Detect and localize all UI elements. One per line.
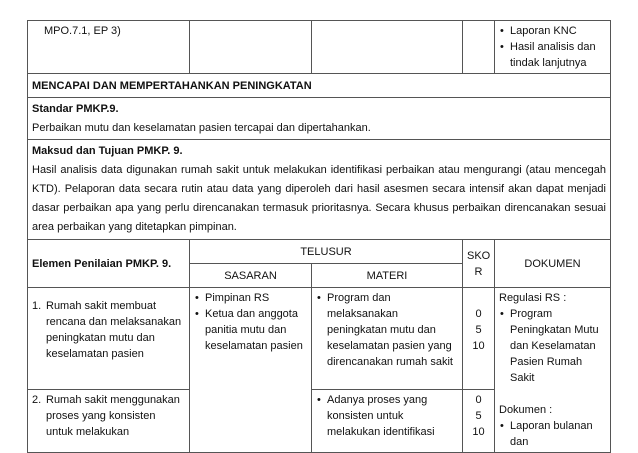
top-empty-cell xyxy=(190,21,312,74)
header-sasaran: SASARAN xyxy=(190,264,312,288)
top-row xyxy=(28,21,611,74)
header-elemen: Elemen Penilaian PMKP. 9. xyxy=(28,240,190,288)
document-page xyxy=(27,20,610,453)
sasaran-item: • Pimpinan RS xyxy=(194,290,307,306)
regulasi-label: Regulasi RS : xyxy=(499,292,567,304)
materi-item: • Adanya proses yang konsisten untuk melakukan identifikasi xyxy=(316,392,458,440)
top-doc-item: • Laporan KNC xyxy=(499,23,606,39)
sasaran-item: • Ketua dan anggota panitia mutu dan keselamatan pasien xyxy=(194,306,307,354)
elemen-text: Rumah sakit menggunakan proses yang konsisten untuk melakukan xyxy=(46,393,180,438)
skor-value: 5 xyxy=(475,324,482,336)
skor-value: 10 xyxy=(472,425,485,438)
header-telusur: TELUSUR xyxy=(190,240,463,264)
sasaran-cell xyxy=(190,288,312,453)
top-docs-cell xyxy=(495,21,611,74)
standard-text: Perbaikan mutu dan keselamatan pasien tercapai dan dipertahankan. xyxy=(32,122,371,134)
top-doc-item: • Hasil analisis dan tindak lanjutnya xyxy=(499,39,606,71)
header-dokumen: DOKUMEN xyxy=(495,240,611,288)
pmkp-table xyxy=(27,20,611,453)
elemen-cell xyxy=(28,288,190,390)
materi-cell xyxy=(312,288,463,390)
elemen-text: Rumah sakit membuat rencana dan melaksanakan peningkatan mutu dan keselamatan pasien xyxy=(46,300,182,360)
elemen-cell xyxy=(28,389,190,452)
dokumen-item: • Laporan bulanan dan xyxy=(499,418,606,450)
header-skor: SKO R xyxy=(463,240,495,288)
top-ref-cell xyxy=(28,21,190,74)
skor-cell xyxy=(463,288,495,390)
intent-title: Maksud dan Tujuan PMKP. 9. xyxy=(32,145,183,157)
skor-value: 0 xyxy=(475,308,482,320)
materi-cell xyxy=(312,389,463,452)
regulasi-item: • Program Peningkatan Mutu dan Keselamatan Pasien Rumah Sakit xyxy=(499,306,606,386)
standard-title: Standar PMKP.9. xyxy=(32,103,119,115)
intent-cell xyxy=(28,140,611,240)
top-ref: MPO.7.1, EP 3) xyxy=(44,25,121,37)
top-empty-cell xyxy=(312,21,463,74)
dokumen-label: Dokumen : xyxy=(499,404,553,416)
row-number: 1. xyxy=(32,300,42,312)
skor-value: 5 xyxy=(475,409,482,422)
table-row xyxy=(28,288,611,390)
row-number: 2. xyxy=(32,393,42,406)
header-materi: MATERI xyxy=(312,264,463,288)
skor-cell xyxy=(463,389,495,452)
skor-value: 10 xyxy=(472,340,485,352)
intent-text: Hasil analisis data digunakan rumah sakit untuk melakukan identifikasi perbaikan atau mengurangi (atau mencegah KTD). Pelaporan data secara rutin atau data yang diperoleh dari hasil asesmen secara intensif akan dapat menjadi dasar perbaikan apa yang perlu direncanakan termasuk prioritasnya. Secara khusus perbaikan direncanakan sesuai area perbaikan yang ditetapkan pimpinan. xyxy=(32,164,606,233)
standard-cell xyxy=(28,98,611,140)
materi-item: • Program dan melaksanakan peningkatan mutu dan keselamatan pasien yang direncanakan rumah sakit xyxy=(316,290,458,370)
dokumen-cell xyxy=(495,288,611,453)
top-empty-cell xyxy=(463,21,495,74)
skor-value: 0 xyxy=(475,393,482,406)
section-heading: MENCAPAI DAN MEMPERTAHANKAN PENINGKATAN xyxy=(28,74,611,98)
